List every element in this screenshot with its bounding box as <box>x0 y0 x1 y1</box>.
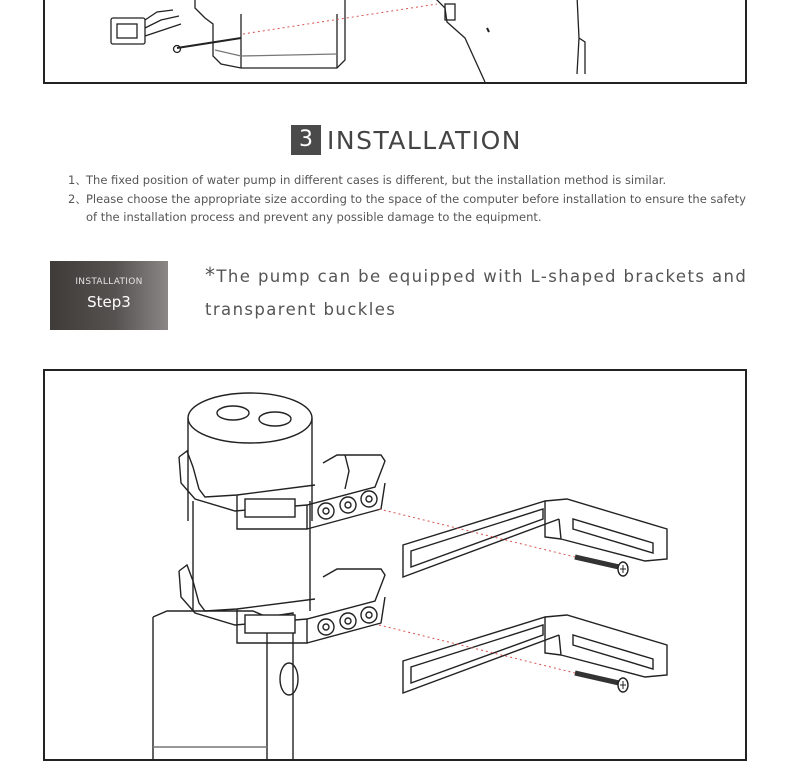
pump-illustration <box>153 393 312 759</box>
bottom-diagram-frame <box>43 369 747 761</box>
note-number: 1、 <box>68 173 87 187</box>
installation-notes <box>68 171 758 227</box>
screw-icon <box>575 673 628 692</box>
step-caption: INSTALLATION <box>75 277 143 287</box>
upper-clamp <box>179 451 385 529</box>
section-title: INSTALLATION <box>327 125 522 155</box>
note-number: 2、 <box>68 191 87 206</box>
step-description-text: The pump can be equipped with L-shaped brackets and transparent buckles <box>205 267 748 319</box>
note-text: Please choose the appropriate size according to the space of the computer before installation to ensure the safety of the installation process and prevent any possible damage to the equipment. <box>86 191 746 224</box>
top-diagram-frame <box>43 0 747 84</box>
note-item <box>68 171 758 190</box>
note-text: The fixed position of water pump in different cases is different, but the installation method is similar. <box>86 173 667 187</box>
step-description <box>205 259 765 326</box>
section-heading <box>291 124 522 156</box>
guide-line <box>243 4 437 34</box>
screw-icon <box>177 38 241 48</box>
step-badge <box>50 261 168 330</box>
screw-icon <box>575 557 628 576</box>
step-label: Step3 <box>87 293 131 311</box>
note-item <box>68 190 758 227</box>
cable-connector-icon <box>111 18 145 44</box>
section-number: 3 <box>291 125 321 155</box>
pump-top-illustration <box>45 0 745 82</box>
pump-bracket-illustration <box>45 371 745 759</box>
lower-clamp <box>179 565 385 643</box>
bullet-star: * <box>205 263 217 287</box>
